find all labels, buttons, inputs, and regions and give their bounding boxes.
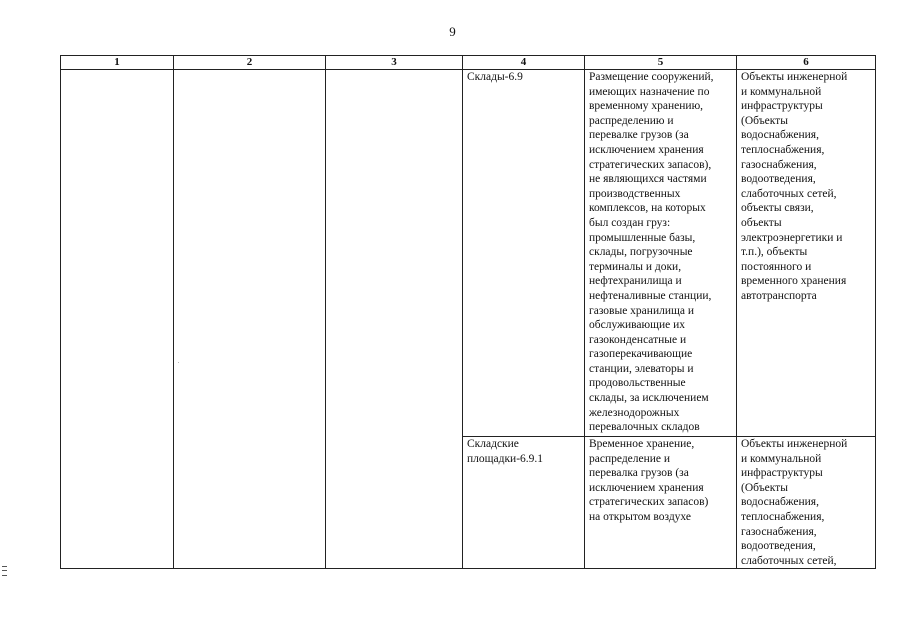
permitted-objects: Объекты инженерной и коммунальной инфраструктуры (Объекты водоснабжения, теплоснабжения, газоснабжения, водоотведения, слаботочных сетей, объекты связи, объекты электроэнергетики и т.п.), объекты постоянного и временного хранения автотранспорта	[741, 71, 848, 302]
table-cell-col3	[326, 70, 463, 569]
table-cell-description	[585, 437, 737, 569]
column-header-1: 1	[61, 56, 174, 70]
use-type-name: Склады-6.9	[467, 71, 523, 83]
table-cell-use-type	[463, 70, 585, 437]
table-cell-objects	[737, 437, 876, 569]
land-use-table	[60, 55, 876, 569]
column-header-4: 4	[463, 56, 585, 70]
permitted-objects: Объекты инженерной и коммунальной инфраструктуры (Объекты водоснабжения, теплоснабжения, газоснабжения, водоотведения, слаботочных сетей,	[741, 438, 848, 567]
table-row	[61, 70, 876, 437]
use-type-description: Временное хранение, распределение и перевалка грузов (за исключением хранения стратегических запасов) на открытом воздухе	[589, 438, 709, 523]
margin-mark	[2, 566, 7, 576]
table-cell-objects	[737, 70, 876, 437]
table-cell-description	[585, 70, 737, 437]
use-type-name: Складские площадки-6.9.1	[467, 438, 544, 465]
column-header-3: 3	[326, 56, 463, 70]
scan-speck	[178, 362, 179, 363]
table-cell-use-type	[463, 437, 585, 569]
use-type-description: Размещение сооружений, имеющих назначение по временному хранению, распределению и перевалке грузов (за исключением хранения стратегических запасов), не являющихся частями производственных комплексов, на которых был создан груз: промышленные базы, склады, погрузочные терминалы и доки, нефтехранилища и нефтеналивные станции, газовые хранилища и обслуживающие их газоконденсатные и газоперекачивающие станции, элеваторы и продовольственные склады, за исключением железнодорожных перевалочных складов	[589, 71, 714, 434]
table-header-row	[61, 56, 876, 70]
page-number: 9	[449, 24, 456, 39]
column-header-2: 2	[174, 56, 326, 70]
table-cell-col1	[61, 70, 174, 569]
column-header-5: 5	[585, 56, 737, 70]
table-cell-col2	[174, 70, 326, 569]
column-header-6: 6	[737, 56, 876, 70]
